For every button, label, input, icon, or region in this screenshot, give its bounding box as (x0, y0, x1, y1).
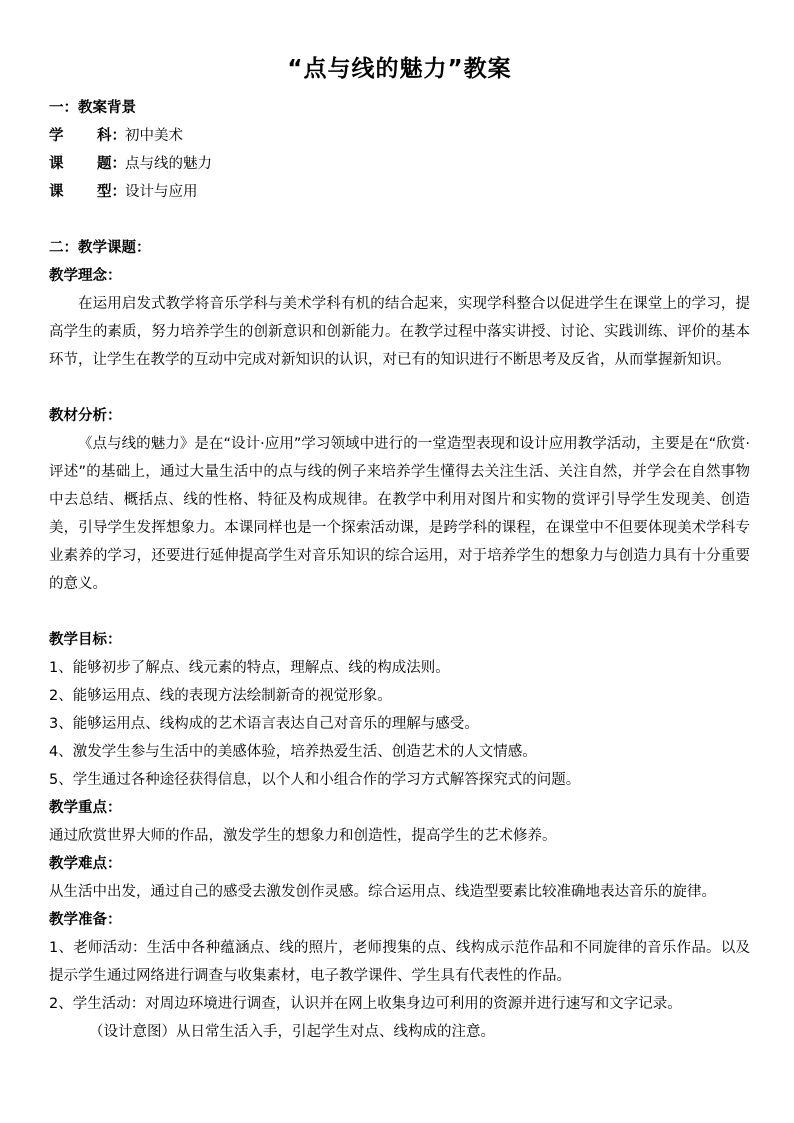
goal-item: 4、激发学生参与生活中的美感体验，培养热爱生活、创造艺术的人文情感。 (49, 744, 537, 760)
goal-item: 3、能够运用点、线构成的艺术语言表达自己对音乐的理解与感受。 (49, 716, 479, 732)
subject-row (49, 122, 750, 150)
design-intent: （设计意图）从日常生活入手，引起学生对点、线构成的注意。 (89, 1024, 495, 1040)
preparation-heading: 教学准备： (49, 912, 122, 928)
spacer (49, 206, 750, 234)
section-background-heading: 一：教案背景 (49, 100, 136, 116)
goal-item: 2、能够运用点、线的表现方法绘制新奇的视觉形象。 (49, 688, 392, 704)
type-label: 课 型： (49, 184, 126, 200)
key-points-heading: 教学重点： (49, 800, 122, 816)
spacer (49, 598, 750, 626)
preparation-item: 1、老师活动：生活中各种蕴涵点、线的照片，老师搜集的点、线构成示范作品和不同旋律的音乐作品。以及提示学生通过网络进行调查与收集素材，电子教学课件、学生具有代表性的作品。 (49, 940, 750, 984)
philosophy-paragraph: 在运用启发式教学将音乐学科与美术学科有机的结合起来，实现学科整合以促进学生在课堂上的学习，提高学生的素质，努力培养学生的创新意识和创新能力。在教学过程中落实讲授、讨论、实践训练、评价的基本环节，让学生在教学的互动中完成对新知识的认识，对已有的知识进行不断思考及反省，从而掌握新知识。 (49, 296, 750, 368)
subject-label: 学 科： (49, 128, 126, 144)
goals-heading: 教学目标： (49, 632, 122, 648)
analysis-paragraph: 《点与线的魅力》是在“设计·应用”学习领域中进行的一堂造型表现和设计应用教学活动，主要是在“欣赏·评述”的基础上，通过大量生活中的点与线的例子来培养学生懂得去关注生活、关注自然，并学会在自然事物中去总结、概括点、线的性格、特征及构成规律。在教学中利用对图片和实物的赏评引导学生发现美、创造美，引导学生发挥想象力。本课同样也是一个探索活动课，是跨学科的课程，在课堂中不但要体现美术学科专业素养的学习，还要进行延伸提高学生对音乐知识的综合运用，对于培养学生的想象力与创造力具有十分重要的意义。 (49, 436, 750, 592)
spacer (49, 374, 750, 402)
goal-item: 5、学生通过各种途径获得信息，以个人和小组合作的学习方式解答探究式的问题。 (49, 772, 581, 788)
type-row (49, 178, 750, 206)
difficulty-heading: 教学难点： (49, 856, 122, 872)
goal-item: 1、能够初步了解点、线元素的特点，理解点、线的构成法则。 (49, 660, 450, 676)
difficulty-text: 从生活中出发，通过自己的感受去激发创作灵感。综合运用点、线造型要素比较准确地表达音乐的旋律。 (49, 884, 716, 900)
philosophy-heading: 教学理念： (49, 268, 122, 284)
topic-label: 课 题： (49, 156, 126, 172)
key-points-text: 通过欣赏世界大师的作品，激发学生的想象力和创造性，提高学生的艺术修养。 (49, 828, 557, 844)
topic-row (49, 150, 750, 178)
preparation-item: 2、学生活动：对周边环境进行调查，认识并在网上收集身边可利用的资源并进行速写和文字记录。 (49, 996, 682, 1012)
analysis-heading: 教材分析： (49, 408, 122, 424)
type-value: 设计与应用 (125, 184, 198, 200)
section-topic-heading: 二：教学课题： (49, 240, 151, 256)
document-title: “点与线的魅力”教案 (287, 56, 512, 82)
subject-value: 初中美术 (125, 128, 183, 144)
topic-value: 点与线的魅力 (125, 156, 212, 172)
